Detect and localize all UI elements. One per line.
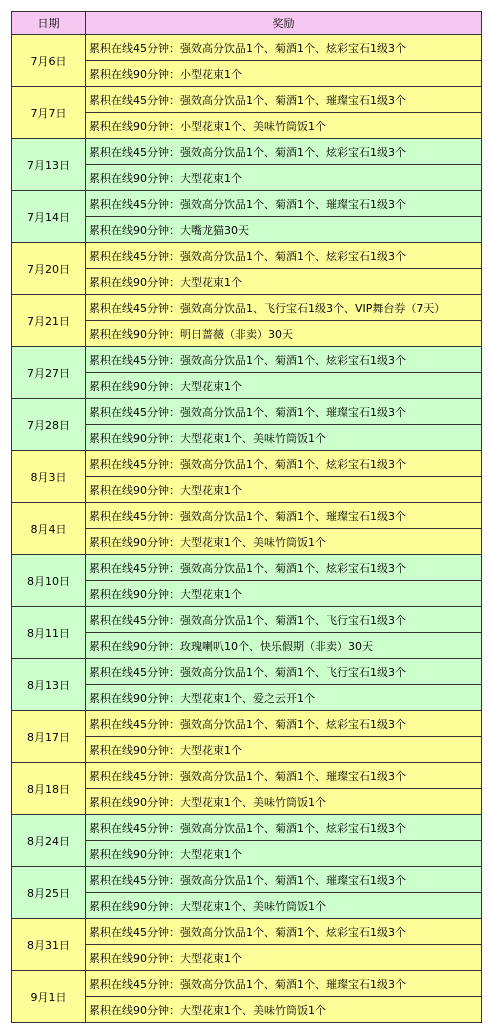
date-cell: 8月13日 (12, 659, 86, 711)
reward-cell: 累积在线45分钟：强效高分饮品1个、菊酒1个、炫彩宝石1级3个 (86, 451, 482, 477)
table-row (12, 555, 482, 581)
table-row (12, 243, 482, 269)
reward-cell: 累积在线45分钟：强效高分饮品1个、菊酒1个、璀璨宝石1级3个 (86, 87, 482, 113)
reward-cell: 累积在线90分钟：明日蔷薇（非卖）30天 (86, 321, 482, 347)
reward-cell: 累积在线45分钟：强效高分饮品1个、菊酒1个、炫彩宝石1级3个 (86, 711, 482, 737)
table-row (12, 191, 482, 217)
reward-cell: 累积在线90分钟：大型花束1个、美味竹筒饭1个 (86, 997, 482, 1023)
reward-cell: 累积在线90分钟：大型花束1个 (86, 581, 482, 607)
reward-cell: 累积在线45分钟：强效高分饮品1个、菊酒1个、炫彩宝石1级3个 (86, 919, 482, 945)
table-row (12, 659, 482, 685)
table-body (12, 35, 482, 1023)
date-cell: 7月27日 (12, 347, 86, 399)
date-cell: 8月4日 (12, 503, 86, 555)
header-row (12, 12, 482, 35)
reward-cell: 累积在线45分钟：强效高分饮品1个、菊酒1个、飞行宝石1级3个 (86, 607, 482, 633)
table-header (12, 12, 482, 35)
date-cell: 8月17日 (12, 711, 86, 763)
reward-cell: 累积在线90分钟：大型花束1个、美味竹筒饭1个 (86, 425, 482, 451)
reward-cell: 累积在线90分钟：大型花束1个 (86, 737, 482, 763)
header-date: 日期 (12, 12, 86, 35)
date-cell: 7月6日 (12, 35, 86, 87)
reward-cell: 累积在线45分钟：强效高分饮品1个、菊酒1个、飞行宝石1级3个 (86, 659, 482, 685)
table-row (12, 763, 482, 789)
table-row (12, 399, 482, 425)
date-cell: 8月31日 (12, 919, 86, 971)
reward-cell: 累积在线45分钟：强效高分饮品1个、菊酒1个、璀璨宝石1级3个 (86, 191, 482, 217)
date-cell: 8月10日 (12, 555, 86, 607)
date-cell: 7月28日 (12, 399, 86, 451)
date-cell: 7月20日 (12, 243, 86, 295)
date-cell: 7月14日 (12, 191, 86, 243)
table-row (12, 711, 482, 737)
reward-cell: 累积在线90分钟：大型花束1个 (86, 945, 482, 971)
table-row (12, 295, 482, 321)
reward-cell: 累积在线90分钟：小型花束1个、美味竹筒饭1个 (86, 113, 482, 139)
reward-cell: 累积在线45分钟：强效高分饮品1个、菊酒1个、炫彩宝石1级3个 (86, 555, 482, 581)
reward-cell: 累积在线90分钟：大型花束1个、美味竹筒饭1个 (86, 893, 482, 919)
reward-cell: 累积在线90分钟：玫瑰喇叭10个、快乐假期（非卖）30天 (86, 633, 482, 659)
table-row (12, 867, 482, 893)
reward-table (11, 11, 482, 1023)
date-cell: 9月1日 (12, 971, 86, 1023)
date-cell: 8月3日 (12, 451, 86, 503)
table-row (12, 139, 482, 165)
date-cell: 7月13日 (12, 139, 86, 191)
table-row (12, 815, 482, 841)
date-cell: 7月7日 (12, 87, 86, 139)
table-row (12, 971, 482, 997)
reward-cell: 累积在线90分钟：大型花束1个 (86, 269, 482, 295)
reward-cell: 累积在线90分钟：大型花束1个 (86, 477, 482, 503)
reward-cell: 累积在线90分钟：小型花束1个 (86, 61, 482, 87)
reward-cell: 累积在线45分钟：强效高分饮品1个、菊酒1个、璀璨宝石1级3个 (86, 503, 482, 529)
reward-cell: 累积在线45分钟：强效高分饮品1个、菊酒1个、璀璨宝石1级3个 (86, 867, 482, 893)
reward-cell: 累积在线90分钟：大型花束1个 (86, 841, 482, 867)
reward-cell: 累积在线45分钟：强效高分饮品1个、菊酒1个、璀璨宝石1级3个 (86, 399, 482, 425)
table-row (12, 35, 482, 61)
table-row (12, 87, 482, 113)
reward-cell: 累积在线90分钟：大型花束1个、美味竹筒饭1个 (86, 529, 482, 555)
reward-cell: 累积在线90分钟：大型花束1个、美味竹筒饭1个 (86, 789, 482, 815)
reward-cell: 累积在线90分钟：大型花束1个 (86, 373, 482, 399)
reward-cell: 累积在线90分钟：大型花束1个 (86, 165, 482, 191)
table-row (12, 919, 482, 945)
date-cell: 8月11日 (12, 607, 86, 659)
reward-cell: 累积在线45分钟：强效高分饮品1个、菊酒1个、炫彩宝石1级3个 (86, 139, 482, 165)
reward-cell: 累积在线45分钟：强效高分饮品1个、菊酒1个、炫彩宝石1级3个 (86, 815, 482, 841)
reward-cell: 累积在线90分钟：大嘴龙猫30天 (86, 217, 482, 243)
header-reward: 奖励 (86, 12, 482, 35)
reward-cell: 累积在线45分钟：强效高分饮品1个、菊酒1个、璀璨宝石1级3个 (86, 763, 482, 789)
reward-cell: 累积在线45分钟：强效高分饮品1个、菊酒1个、炫彩宝石1级3个 (86, 35, 482, 61)
date-cell: 8月25日 (12, 867, 86, 919)
reward-cell: 累积在线90分钟：大型花束1个、爱之云开1个 (86, 685, 482, 711)
table-row (12, 607, 482, 633)
table-row (12, 503, 482, 529)
reward-cell: 累积在线45分钟：强效高分饮品1个、菊酒1个、炫彩宝石1级3个 (86, 243, 482, 269)
date-cell: 8月18日 (12, 763, 86, 815)
reward-cell: 累积在线45分钟：强效高分饮品1、飞行宝石1级3个、VIP舞台券（7天） (86, 295, 482, 321)
table-row (12, 451, 482, 477)
table-row (12, 347, 482, 373)
reward-cell: 累积在线45分钟：强效高分饮品1个、菊酒1个、炫彩宝石1级3个 (86, 347, 482, 373)
date-cell: 7月21日 (12, 295, 86, 347)
reward-cell: 累积在线45分钟：强效高分饮品1个、菊酒1个、璀璨宝石1级3个 (86, 971, 482, 997)
date-cell: 8月24日 (12, 815, 86, 867)
